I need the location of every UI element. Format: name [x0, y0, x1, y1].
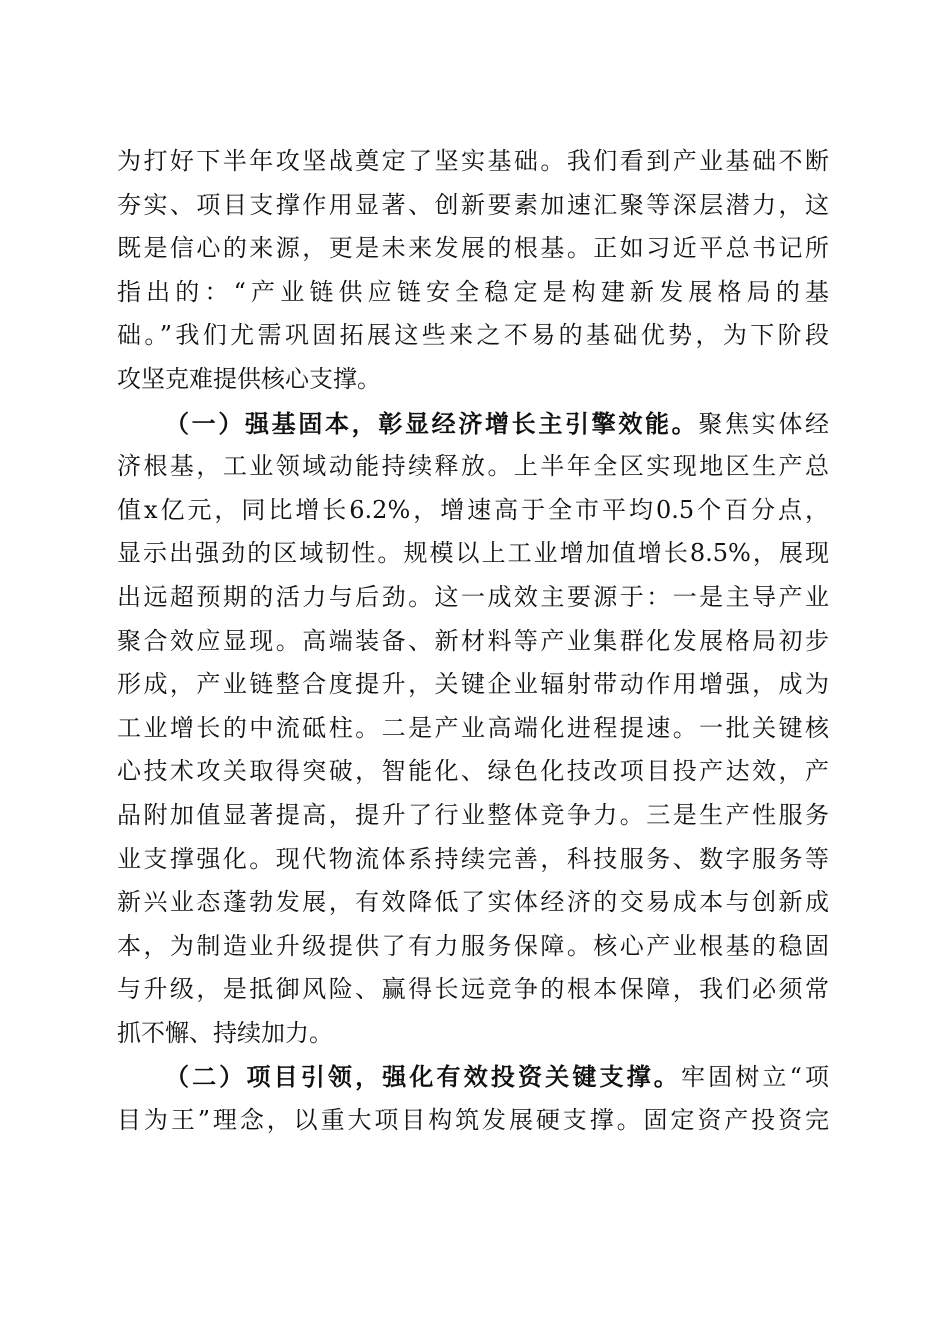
intro-paragraph: [117, 140, 829, 402]
section-two-first-line: [117, 1055, 829, 1099]
text-line: 与升级，是抵御风险、赢得长远竞争的根本保障，我们必须常: [117, 975, 829, 1004]
text-line: 础。”我们尤需巩固拓展这些来之不易的基础优势，为下阶段: [117, 321, 829, 350]
text-line: 夯实、项目支撑作用显著、创新要素加速汇聚等深层潜力，这: [117, 190, 829, 219]
text-line: 显示出强劲的区域韧性。规模以上工业增加值增长8.5%，展现: [117, 539, 829, 568]
section-one-first-line: [117, 402, 829, 446]
text-line: 指出的：“产业链供应链安全稳定是构建新发展格局的基: [117, 277, 829, 306]
text-line: 业支撑强化。现代物流体系持续完善，科技服务、数字服务等: [117, 844, 829, 873]
section-one-paragraph: [117, 402, 829, 1056]
text-line: 新兴业态蓬勃发展，有效降低了实体经济的交易成本与创新成: [117, 888, 829, 917]
section-two-lead-text: 牢固树立“项: [680, 1063, 829, 1092]
text-line: 心技术攻关取得突破，智能化、绿色化技改项目投产达效，产: [117, 757, 829, 786]
text-line: 品附加值显著提高，提升了行业整体竞争力。三是生产性服务: [117, 800, 829, 829]
document-body: [117, 140, 829, 1143]
text-line: 攻坚克难提供核心支撑。: [117, 364, 381, 393]
text-line: 出远超预期的活力与后劲。这一成效主要源于：一是主导产业: [117, 582, 829, 611]
text-line: 聚合效应显现。高端装备、新材料等产业集群化发展格局初步: [117, 626, 829, 655]
section-two-heading: （二）项目引领，强化有效投资关键支撑。: [165, 1062, 681, 1092]
section-one-heading: （一）强基固本，彰显经济增长主引擎效能。: [165, 408, 699, 438]
text-line: 既是信心的来源，更是未来发展的根基。正如习近平总书记所: [117, 234, 829, 263]
section-one-lead-text: 聚焦实体经: [698, 409, 830, 438]
text-line: 抓不懈、持续加力。: [117, 1018, 333, 1047]
text-line: 目为王”理念，以重大项目构筑发展硬支撑。固定资产投资完: [117, 1106, 829, 1135]
text-line: 值x亿元，同比增长6.2%，增速高于全市平均0.5个百分点，: [117, 495, 829, 524]
section-two-paragraph: [117, 1055, 829, 1142]
text-line: 为打好下半年攻坚战奠定了坚实基础。我们看到产业基础不断: [117, 147, 829, 175]
text-line: 济根基，工业领域动能持续释放。上半年全区实现地区生产总: [117, 452, 829, 481]
text-line: 本，为制造业升级提供了有力服务保障。核心产业根基的稳固: [117, 931, 829, 960]
text-line: 工业增长的中流砥柱。二是产业高端化进程提速。一批关键核: [117, 713, 829, 742]
text-line: 形成，产业链整合度提升，关键企业辐射带动作用增强，成为: [117, 670, 829, 699]
